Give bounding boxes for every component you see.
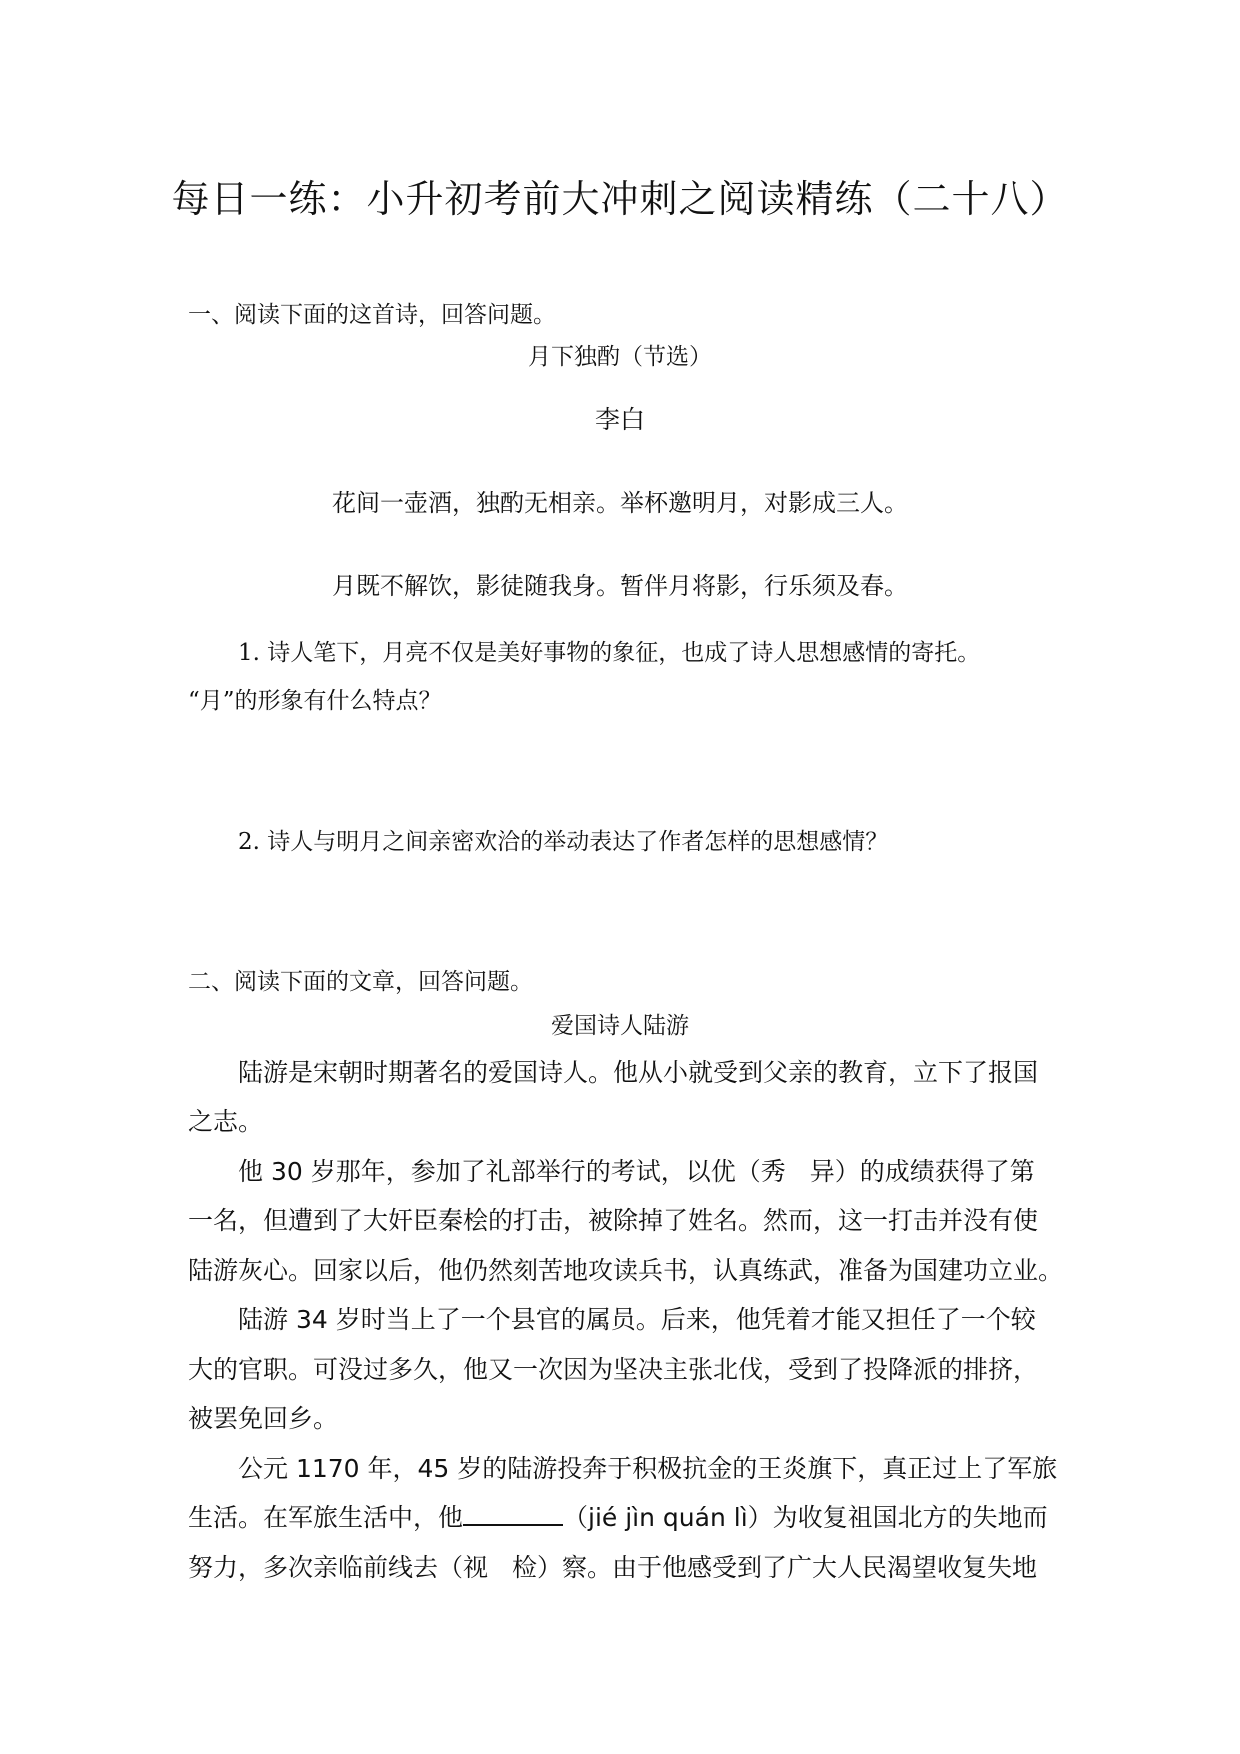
- question-2: 2. 诗人与明月之间亲密欢洽的举动表达了作者怎样的思想感情？: [238, 829, 889, 855]
- paragraph-line: 陆游灰心。回家以后，他仍然刻苦地攻读兵书，认真练武，准备为国建功立业。: [188, 1256, 1064, 1285]
- paragraph-line: [238, 1152, 1108, 1188]
- fill-in-blank[interactable]: [463, 1502, 563, 1526]
- paragraph-line: 公元 1170 年，45 岁的陆游投奔于积极抗金的王炎旗下，真正过上了军旅: [238, 1454, 1058, 1483]
- poem-line: 月既不解饮，影徒随我身。暂伴月将影，行乐须及春。: [332, 572, 908, 600]
- paragraph-line: 陆游是宋朝时期著名的爱国诗人。他从小就受到父亲的教育，立下了报国: [238, 1058, 1039, 1087]
- text-span: （jié jìn quán lì）为收复祖国北方的失地而: [563, 1503, 1048, 1532]
- paragraph-line: 大的官职。可没过多久，他又一次因为坚决主张北伐，受到了投降派的排挤，: [188, 1355, 1039, 1384]
- question-1-line2: “月”的形象有什么特点？: [188, 688, 442, 714]
- text-span: 异）的成绩获得了第: [809, 1157, 1035, 1186]
- paragraph-line: [188, 1548, 1058, 1584]
- paragraph-line: 一名，但遭到了大奸臣秦桧的打击，被除掉了姓名。然而，这一打击并没有使: [188, 1206, 1039, 1235]
- paragraph-line: 陆游 34 岁时当上了一个县官的属员。后来，他凭着才能又担任了一个较: [238, 1305, 1036, 1334]
- paragraph-line: [188, 1498, 1058, 1534]
- text-span: 生活。在军旅生活中，他: [188, 1503, 464, 1532]
- poem-line: 花间一壶酒，独酌无相亲。举杯邀明月，对影成三人。: [332, 489, 908, 517]
- article-title: 爱国诗人陆游: [551, 1013, 689, 1039]
- paragraph-line: 被罢免回乡。: [188, 1404, 339, 1433]
- poem-author: 李白: [594, 405, 645, 434]
- text-span: 他 30 岁那年，参加了礼部举行的考试，以优（秀: [238, 1157, 786, 1186]
- question-1-line1: 1. 诗人笔下，月亮不仅是美好事物的象征，也成了诗人思想感情的寄托。: [238, 640, 981, 666]
- text-span: 检）察。由于他感受到了广大人民渴望收复失地: [512, 1553, 1038, 1582]
- text-span: 努力，多次亲临前线去（视: [188, 1553, 489, 1582]
- poem-title: 月下独酌（节选）: [528, 344, 712, 370]
- section1-heading: 一、阅读下面的这首诗，回答问题。: [188, 302, 556, 328]
- paragraph-line: 之志。: [188, 1107, 264, 1136]
- document-title: 每日一练：小升初考前大冲刺之阅读精练（二十八）: [171, 177, 1069, 221]
- section2-heading: 二、阅读下面的文章，回答问题。: [188, 969, 533, 995]
